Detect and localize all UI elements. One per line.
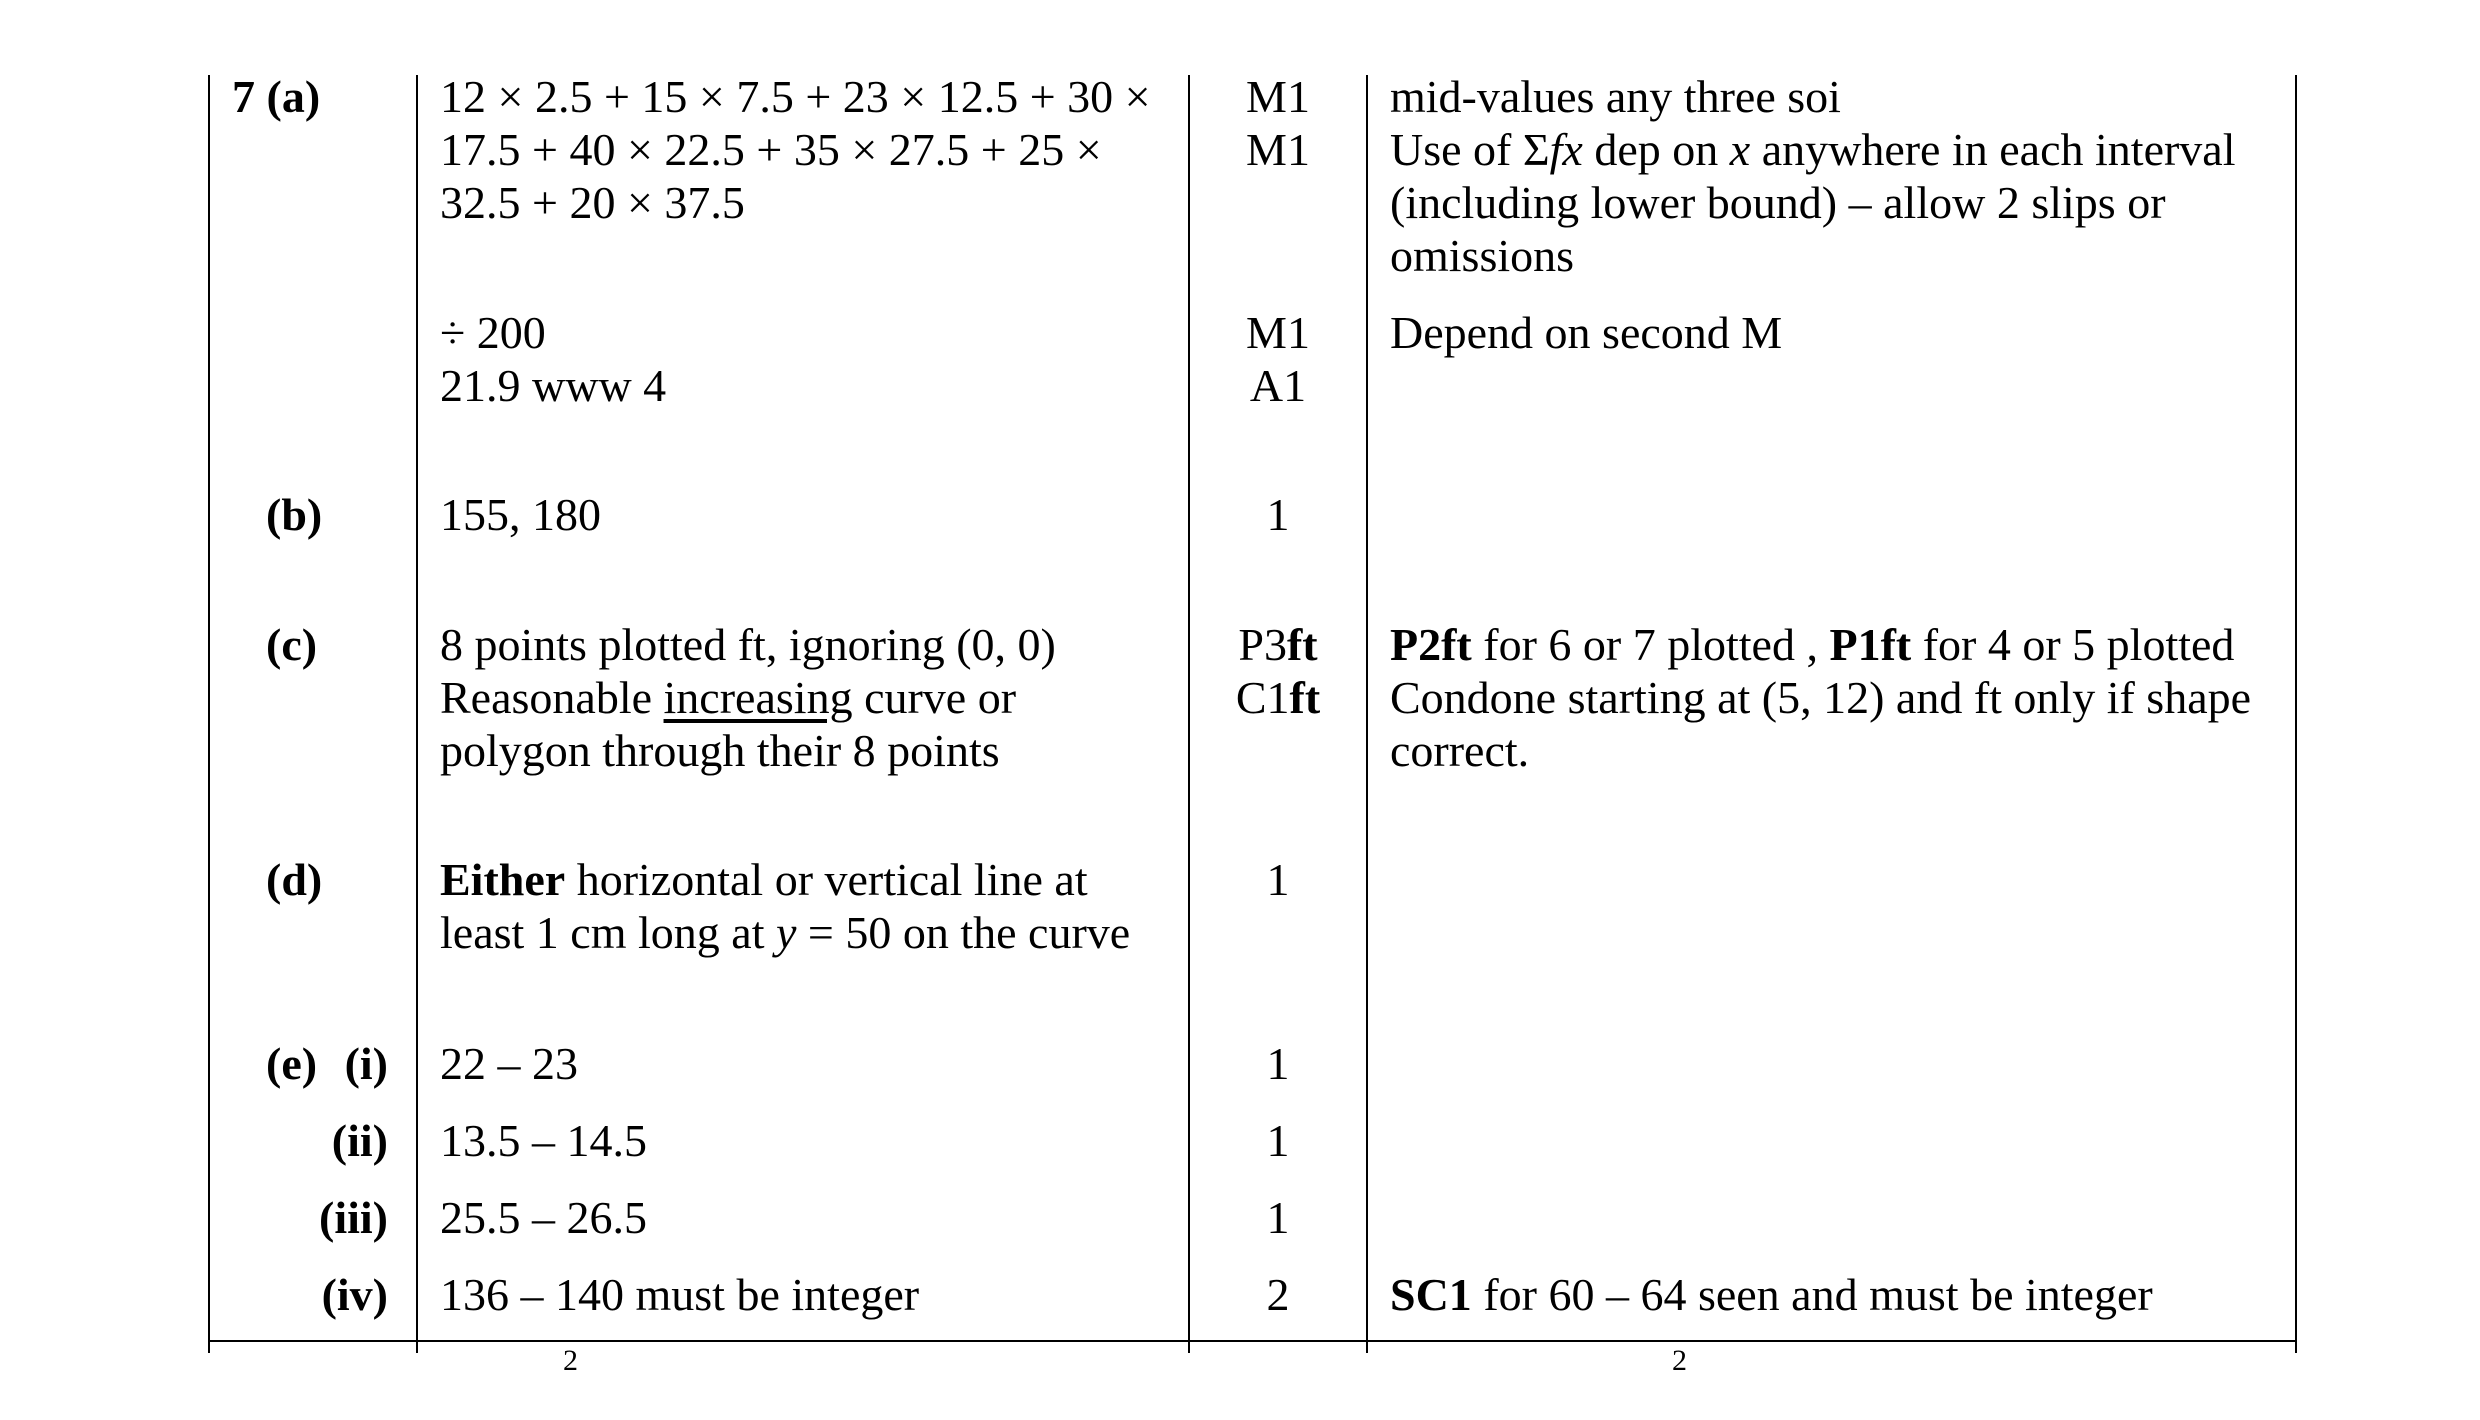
answer-e-ii: 13.5 – 14.5: [440, 1115, 647, 1166]
guidance-a-line-5: Depend on second M: [1390, 307, 1783, 358]
guidance-a-line-2: [1390, 123, 2236, 176]
mark-a-2: M1: [1246, 124, 1310, 175]
guidance-c-p1: P1ft: [1829, 619, 1912, 670]
answer-d-either: Either: [440, 854, 566, 905]
part-e-i-label: (i): [344, 1038, 388, 1089]
mark-c-1-code: P3: [1238, 619, 1287, 670]
part-d-label: (d): [266, 854, 323, 905]
table-border-left: [208, 75, 210, 1353]
answer-c-line-2: [440, 671, 1016, 724]
answer-d-least: least 1 cm long at: [440, 907, 776, 958]
guidance-c-line-1: [1390, 618, 2234, 671]
guidance-c-p1-text: for 4 or 5 plotted: [1911, 619, 2235, 670]
mark-e-iii: 1: [1266, 1192, 1290, 1243]
guidance-a-anywhere: anywhere in each interval: [1750, 124, 2236, 175]
fx-term: fx: [1549, 124, 1583, 175]
guidance-c-line-3: correct.: [1390, 725, 1530, 776]
guidance-e-iv: [1390, 1268, 2153, 1321]
part-b-label: (b): [266, 489, 323, 540]
column-divider-1: [416, 75, 418, 1353]
answer-a-line-1: 12 × 2.5 + 15 × 7.5 + 23 × 12.5 + 30 ×: [440, 71, 1151, 122]
guidance-a-line-4: omissions: [1390, 230, 1575, 281]
answer-e-iii: 25.5 – 26.5: [440, 1192, 647, 1243]
mark-c-2: [1190, 671, 1366, 724]
guidance-a-dep: dep on: [1582, 124, 1730, 175]
mark-c-1: [1190, 618, 1366, 671]
mark-a-3: M1: [1246, 307, 1310, 358]
answer-c-line-3: polygon through their 8 points: [440, 725, 1000, 776]
answer-a-line-2: 17.5 + 40 × 22.5 + 35 × 27.5 + 25 ×: [440, 124, 1102, 175]
mark-d: 1: [1266, 854, 1290, 905]
mark-e-i: 1: [1266, 1038, 1290, 1089]
mark-a-4: A1: [1249, 360, 1307, 411]
guidance-a-line-3: (including lower bound) – allow 2 slips or: [1390, 177, 2166, 228]
answer-c-line-1: 8 points plotted ft, ignoring (0, 0): [440, 619, 1056, 670]
part-e-label: (e): [266, 1038, 318, 1089]
guidance-c-p2: P2ft: [1390, 619, 1472, 670]
answer-d-curve: = 50 on the curve: [796, 907, 1131, 958]
next-row-fragment-2: 2: [1672, 1344, 1687, 1377]
answer-d-line-1: [440, 853, 1088, 906]
mark-e-ii: 1: [1266, 1115, 1290, 1166]
answer-a-divide: ÷ 200: [440, 307, 546, 358]
mark-e-iv: 2: [1266, 1269, 1290, 1320]
mark-c-1-ft: ft: [1286, 619, 1318, 670]
x-term: x: [1729, 124, 1751, 175]
part-e-ii-label: (ii): [331, 1115, 388, 1166]
guidance-e-sc1-text: for 60 – 64 seen and must be integer: [1471, 1269, 2153, 1320]
guidance-c-p2-text: for 6 or 7 plotted ,: [1471, 619, 1830, 670]
answer-c-increasing: increasing: [663, 672, 853, 723]
guidance-a-line-1: mid-values any three soi: [1390, 71, 1841, 122]
table-border-right: [2295, 75, 2297, 1353]
part-c-label: (c): [266, 619, 318, 670]
answer-c-reasonable: Reasonable: [440, 672, 664, 723]
answer-e-i: 22 – 23: [440, 1038, 578, 1089]
part-e-iii-label: (iii): [319, 1192, 388, 1243]
next-row-fragment-1: 2: [563, 1344, 578, 1377]
guidance-e-sc1: SC1: [1390, 1269, 1472, 1320]
question-label: 7 (a): [232, 71, 321, 122]
mark-a-1: M1: [1246, 71, 1310, 122]
answer-a-result: 21.9 www 4: [440, 360, 667, 411]
guidance-a-use: Use of: [1390, 124, 1523, 175]
answer-a-line-3: 32.5 + 20 × 37.5: [440, 177, 745, 228]
answer-e-iv: 136 – 140 must be integer: [440, 1269, 920, 1320]
answer-d-rest: horizontal or vertical line at: [565, 854, 1088, 905]
sigma-symbol: Σ: [1522, 124, 1550, 175]
part-e-iv-label: (iv): [321, 1269, 388, 1320]
answer-d-line-2: [440, 906, 1130, 959]
row-divider-bottom: [208, 1340, 2297, 1342]
mark-b: 1: [1266, 489, 1290, 540]
answer-c-curve: curve or: [852, 672, 1017, 723]
column-divider-3: [1366, 75, 1368, 1353]
answer-b: 155, 180: [440, 489, 601, 540]
mark-c-2-code: C1: [1235, 672, 1290, 723]
mark-c-2-ft: ft: [1289, 672, 1321, 723]
guidance-c-line-2: Condone starting at (5, 12) and ft only if shape: [1390, 672, 2252, 723]
answer-d-y: y: [775, 907, 797, 958]
